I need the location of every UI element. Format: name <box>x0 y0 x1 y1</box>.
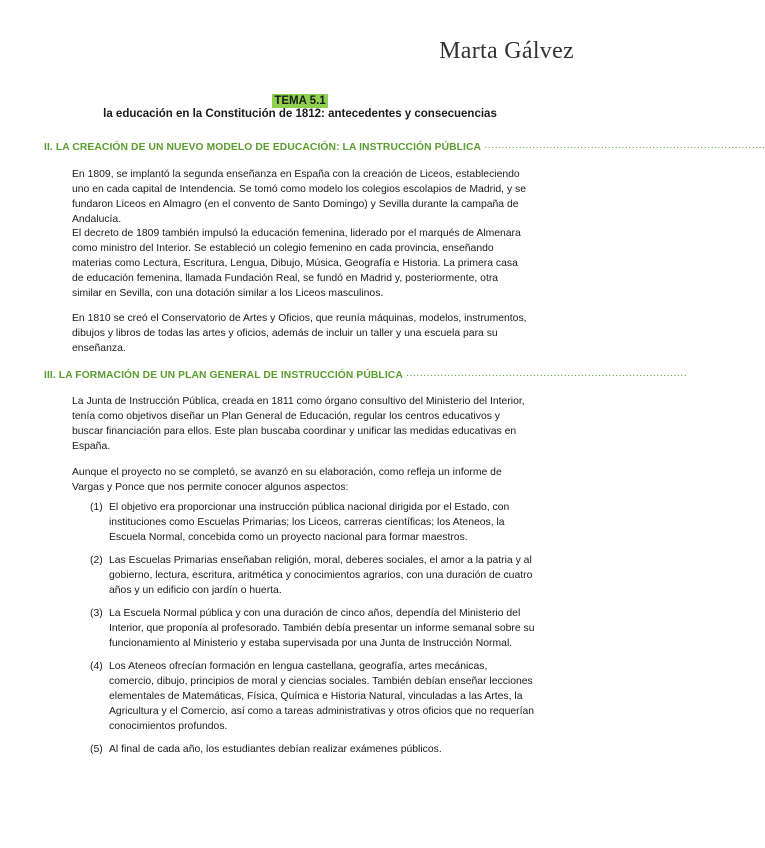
list-item <box>90 742 535 757</box>
tema-label: TEMA 5.1 <box>274 95 326 107</box>
paragraph-liceos: En 1809, se implantó la segunda enseñanza en España con la creación de Liceos, estableciendo uno en cada capital de Intendencia. Se tomó como modelo los colegios escolapios de Madrid, y se fundaron Liceos en Almagro (en el convento de Santo Domingo) y Sevilla durante la campaña de Andalucía. <box>72 169 526 225</box>
section-heading-iii-text: III. LA FORMACIÓN DE UN PLAN GENERAL DE INSTRUCCIÓN PÚBLICA <box>44 370 403 381</box>
list-item-number: (5) <box>90 744 103 755</box>
aspects-list <box>90 500 535 765</box>
paragraph-educacion-femenina: El decreto de 1809 también impulsó la educación femenina, liderado por el marqués de Almenara como ministro del Interior. Se estableció un colegio femenino en cada provincia, enseñando materias como Lectura, Escritura, Lengua, Dibujo, Música, Geografía e Historia. La primera casa de educación femenina, llamada Fundación Real, se fundó en Madrid y, posteriormente, otra similar en Sevilla, con una dotación similar a los Liceos masculinos. <box>72 228 521 299</box>
section-heading-ii <box>44 142 765 153</box>
list-item-number: (2) <box>90 555 103 566</box>
list-item <box>90 606 535 651</box>
list-item-text: El objetivo era proporcionar una instrucción pública nacional dirigida por el Estado, con instituciones como Escuelas Primarias; los Liceos, carreras científicas; los Ateneos, la Escuela Normal, concebida como un proyecto nacional para formar maestros. <box>109 502 510 543</box>
list-item-number: (3) <box>90 608 103 619</box>
list-item-text: Al final de cada año, los estudiantes debían realizar exámenes públicos. <box>109 744 442 755</box>
list-item <box>90 500 535 545</box>
tema-block <box>0 91 600 109</box>
list-item-number: (1) <box>90 502 103 513</box>
author-name: Marta Gálvez <box>439 38 574 64</box>
list-item-number: (4) <box>90 661 103 672</box>
paragraph-proyecto: Aunque el proyecto no se completó, se avanzó en su elaboración, como refleja un informe de Vargas y Ponce que nos permite conocer algunos aspectos: <box>72 467 502 493</box>
list-item <box>90 659 535 734</box>
paragraph-conservatorio: En 1810 se creó el Conservatorio de Artes y Oficios, que reunía máquinas, modelos, instrumentos, dibujos y libros de todas las artes y oficios, además de incluir un taller y una escuela para su enseñanza. <box>72 313 527 354</box>
list-item <box>90 553 535 598</box>
list-item-text: Los Ateneos ofrecían formación en lengua castellana, geografía, artes mecánicas, comercio, dibujo, principios de moral y ciencias sociales. También debían enseñar lecciones elementales de Matemáticas, Física, Química e Historia Natural, vinculadas a las Artes, la Agricultura y el Comercio, así como a tareas administrativas y otros oficios que no requerían conocimientos profundos. <box>109 661 535 732</box>
list-item-text: La Escuela Normal pública y con una duración de cinco años, dependía del Ministerio del Interior, que proponía al profesorado. También debía presentar un informe semanal sobre su funcionamiento al Ministerio y estaba supervisada por una Junta de Instrucción Normal. <box>109 608 535 649</box>
paragraph-junta: La Junta de Instrucción Pública, creada en 1811 como órgano consultivo del Ministerio del Interior, tenía como objetivos diseñar un Plan General de Educación, regular los centros educativos y buscar financiación para ellos. Este plan buscaba coordinar y unificar las medidas educativas en España. <box>72 396 525 452</box>
heading-leader-dots: ·················································································· <box>484 142 765 153</box>
section-heading-iii <box>44 370 688 381</box>
document-subtitle: la educación en la Constitución de 1812: antecedentes y consecuencias <box>103 108 497 120</box>
heading-leader-dots: ·················································································· <box>405 370 688 381</box>
list-item-text: Las Escuelas Primarias enseñaban religión, moral, deberes sociales, el amor a la patria y al gobierno, lectura, escritura, aritmética y conocimientos agrarios, con una duración de cuatro años y un edificio con jardín o huerta. <box>109 555 533 596</box>
section-heading-ii-text: II. LA CREACIÓN DE UN NUEVO MODELO DE EDUCACIÓN: LA INSTRUCCIÓN PÚBLICA <box>44 142 482 153</box>
